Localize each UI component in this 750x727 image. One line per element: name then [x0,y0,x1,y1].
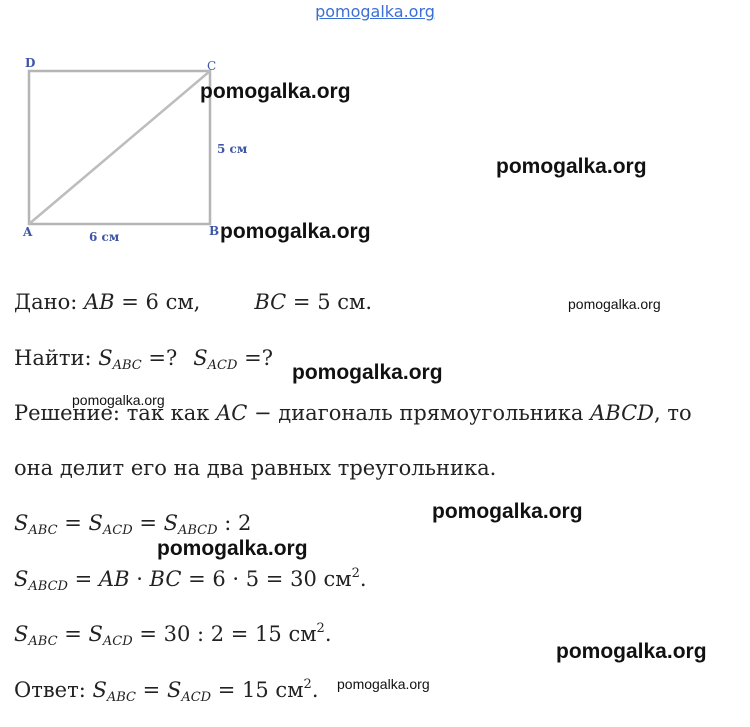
side-symbol: BC [149,567,182,591]
watermark-text: pomogalka.org [220,220,371,243]
given-bc: BC [254,290,287,314]
vertex-a-label: A [23,225,33,239]
side-ab-label: 6 см [89,230,120,244]
reasoning-label: Решение: [14,401,127,425]
given-line [14,290,372,314]
side-symbol: AB [98,567,130,591]
subscript: ACD [102,634,133,649]
exponent: 2 [351,566,360,581]
subscript: ACD [181,690,212,705]
area-symbol: S [88,511,103,535]
subscript: ACD [102,523,133,538]
vertex-c-label: C [207,59,217,73]
reasoning-text: так как [126,401,217,425]
equation-3: $S_{ABC} = S_{ACD} = 30$ : 2 = 15 $см^2$. [14,621,332,649]
equation-end: . [359,567,367,591]
watermark-text: pomogalka.org [556,640,707,663]
equation-value: = 30 : 2 = 15 см [132,622,317,646]
answer-line: Ответ: $S_{ABC} = S_{ACD} = 15$ $см^2$. [14,677,319,705]
watermark-text: pomogalka.org [496,155,647,178]
header-watermark-link[interactable]: pomogalka.org [315,2,435,21]
question-mark: =? [237,346,273,370]
area-symbol: S [166,678,182,702]
vertex-b-label: B [209,224,220,238]
subscript: ABC [106,690,136,705]
equation-1: $S_{ABC} = S_{ACD} = S_{ABCD}$ : 2 [14,511,252,538]
subscript: ACD [207,358,238,373]
reasoning-line-1 [14,401,692,425]
subscript: ABC [112,358,142,373]
watermark-text: pomogalka.org [337,676,430,692]
subscript: ABC [28,634,58,649]
exponent: 2 [303,677,312,692]
subscript: ABCD [177,523,218,538]
equation-end: . [324,622,332,646]
reasoning-text: − диагональ прямоугольника [247,401,591,425]
area-symbol: S [163,511,178,535]
given-ab-value: = 6 см, [114,290,201,314]
watermark-text: pomogalka.org [432,500,583,523]
equation-2: $S_{ABCD}$ = AB · BC = 6 · 5 = 30 $см^2$. [14,566,367,594]
area-symbol: S [92,678,107,702]
watermark-text: pomogalka.org [72,392,165,408]
answer-label: Ответ: [14,678,93,702]
area-symbol: S [193,346,208,370]
given-label: Дано: [14,290,84,314]
subscript: ABC [28,523,58,538]
side-bc-label: 5 см [217,142,248,156]
area-symbol: S [98,346,113,370]
subscript: ABCD [28,579,68,594]
area-symbol: S [14,622,29,646]
find-line [14,346,273,373]
equation-tail: : 2 [217,511,252,535]
given-ab: AB [83,290,115,314]
reasoning-line-2: она делит его на два равных треугольника. [14,456,497,480]
equation-end: . [311,678,319,702]
exponent: 2 [316,621,325,636]
equation-value: = 6 · 5 = 30 см [181,567,352,591]
equation-value: = 15 см [211,678,304,702]
diagonal-name: AC [216,401,248,425]
find-label: Найти: [14,346,99,370]
reasoning-text: , то [653,401,692,425]
watermark-text: pomogalka.org [200,80,351,103]
watermark-text: pomogalka.org [157,537,308,560]
given-bc-value: = 5 см. [286,290,373,314]
question-mark: =? [141,346,178,370]
diagonal-ac [29,71,210,224]
watermark-text: pomogalka.org [568,296,661,312]
area-symbol: S [88,622,103,646]
area-symbol: S [14,567,29,591]
watermark-text: pomogalka.org [292,361,443,384]
vertex-d-label: D [25,56,36,70]
rectangle-name: ABCD [590,401,654,425]
area-symbol: S [14,511,29,535]
